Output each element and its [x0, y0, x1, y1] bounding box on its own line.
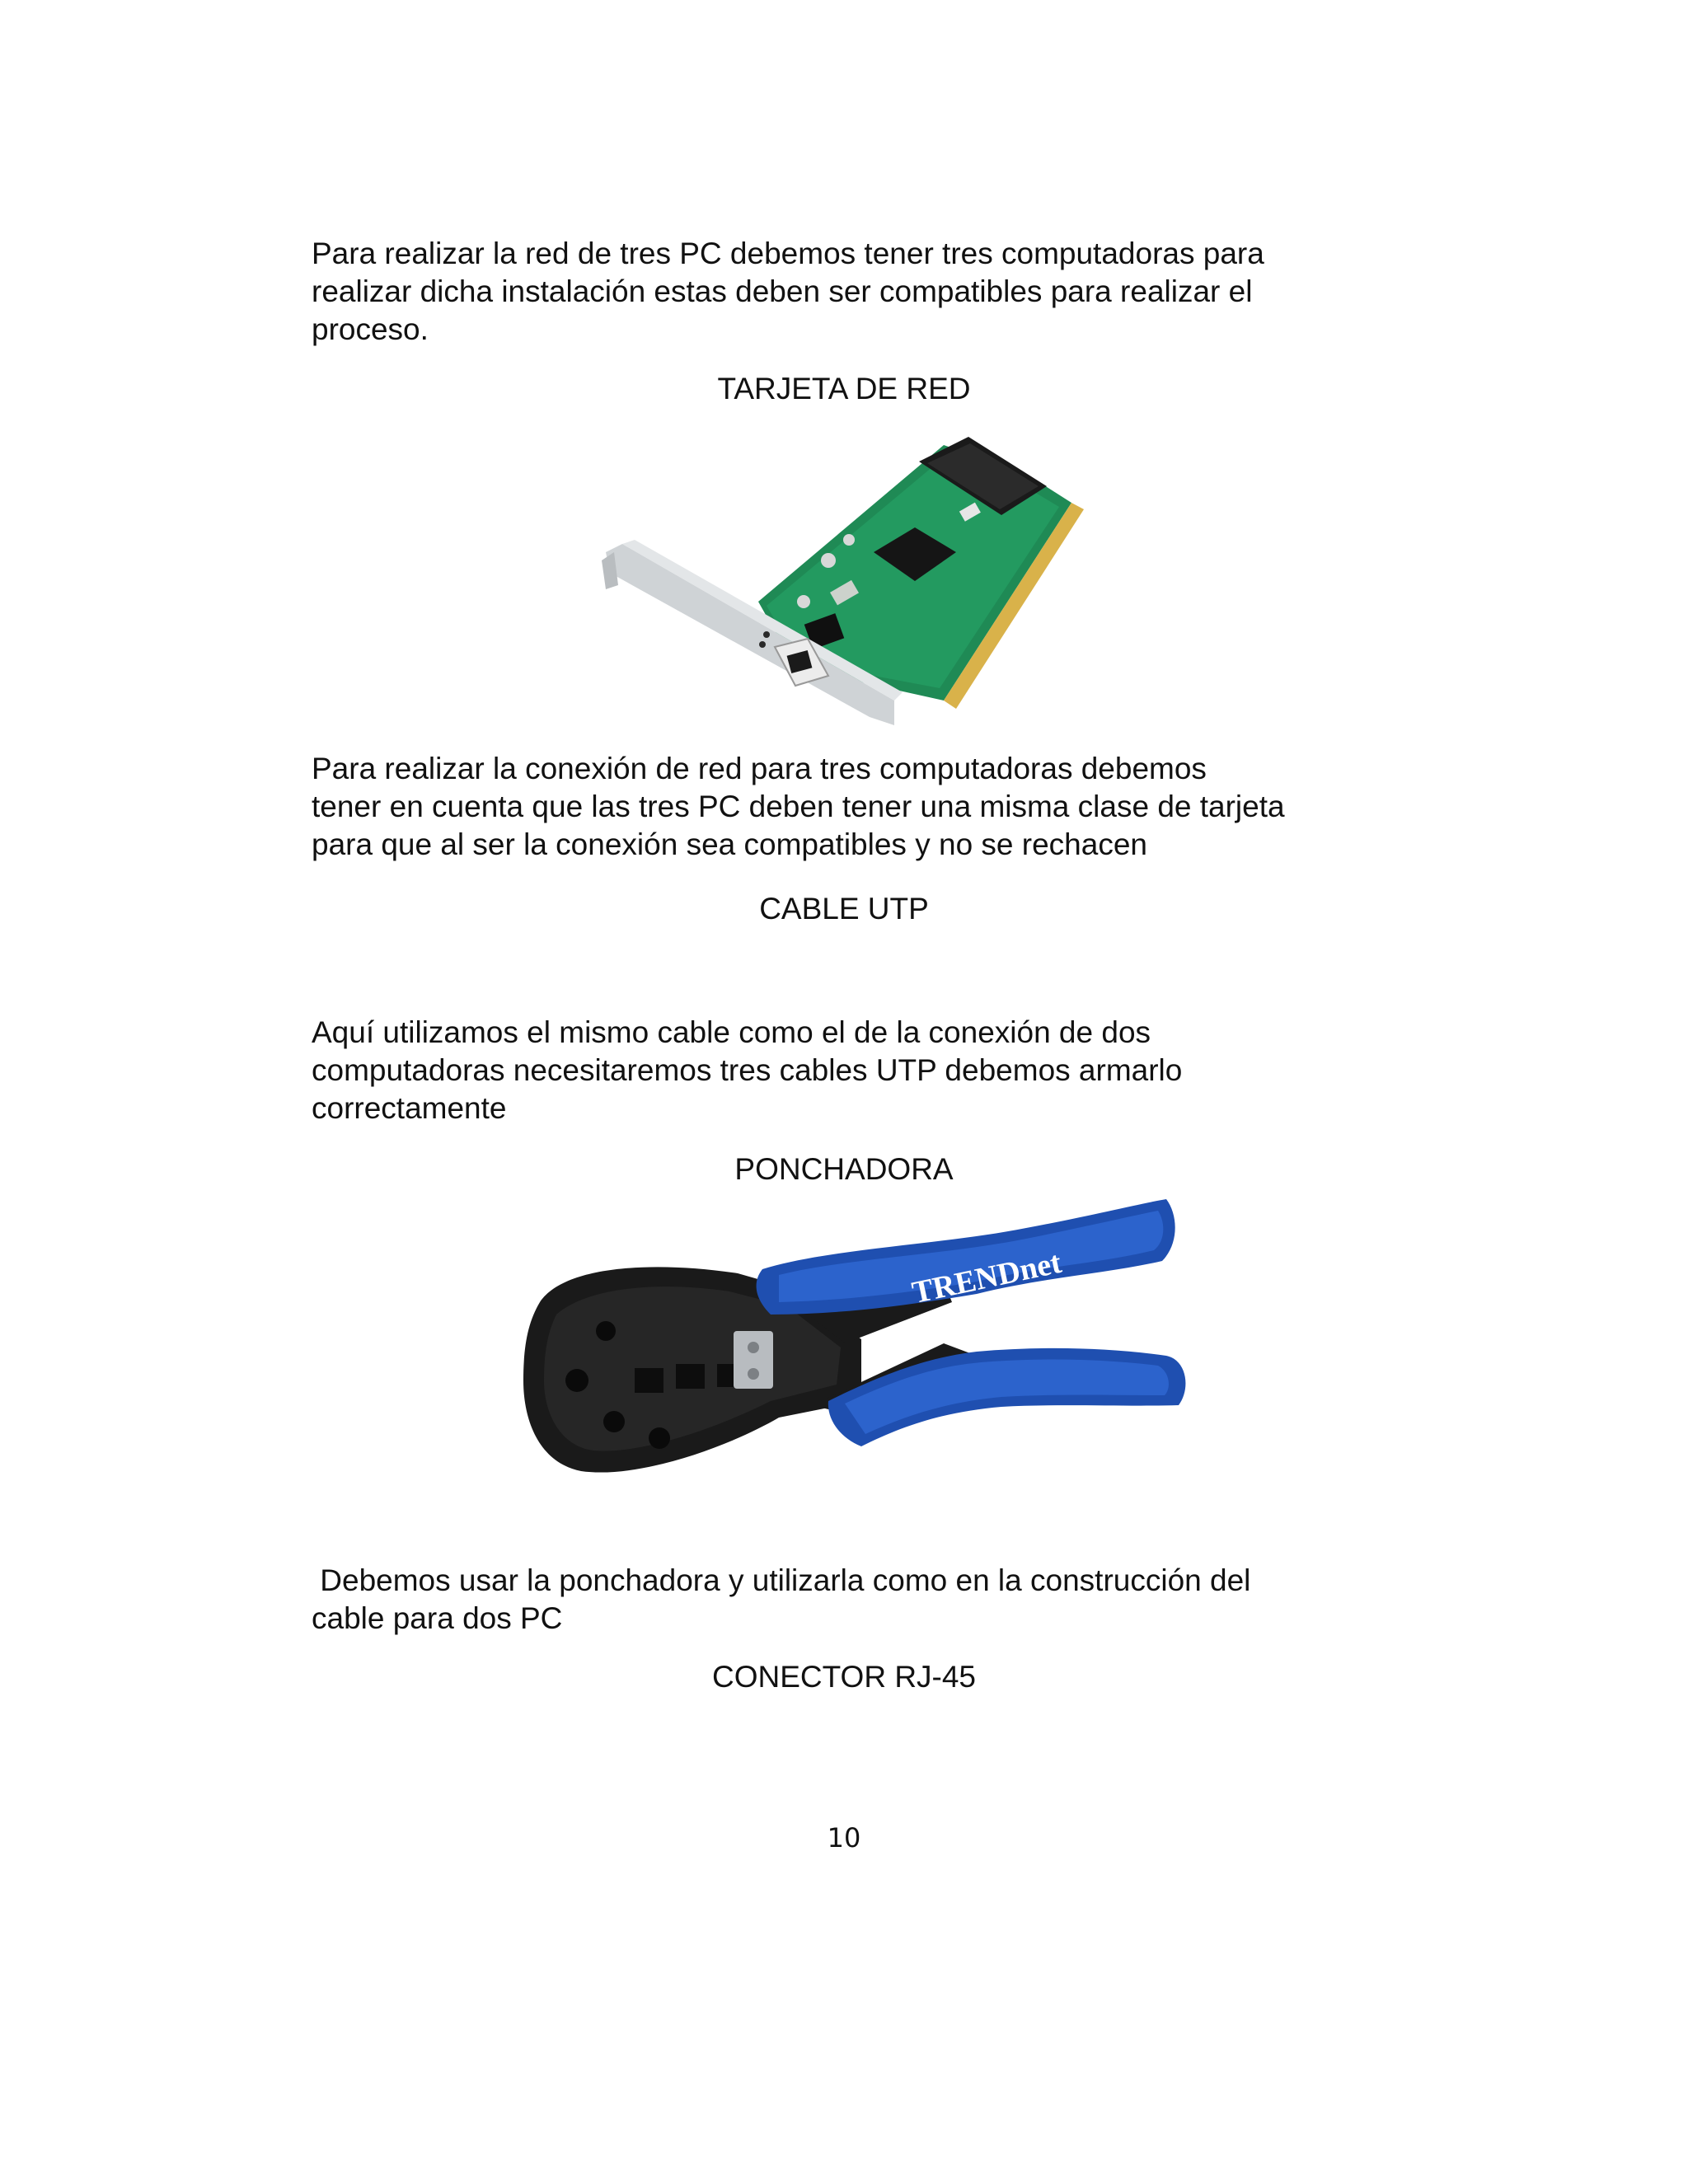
cable-line-1: Aquí utilizamos el mismo cable como el de la conexión de dos	[312, 1015, 1151, 1049]
crimper-brand-text: TRENDnet	[909, 1244, 1065, 1311]
cable-line-2: computadoras necesitaremos tres cables UTP debemos armarlo	[312, 1053, 1183, 1087]
heading-cable-utp: CABLE UTP	[759, 892, 929, 926]
ponchadora-paragraph	[312, 1562, 1383, 1638]
tarjeta-paragraph	[312, 750, 1383, 864]
ponchadora-line-1: Debemos usar la ponchadora y utilizarla como en la construcción del	[312, 1563, 1251, 1597]
intro-paragraph	[312, 235, 1383, 349]
intro-line-1: Para realizar la red de tres PC debemos tener tres computadoras para	[312, 237, 1264, 270]
crimper-blade	[734, 1331, 773, 1389]
intro-line-3: proceso.	[312, 312, 429, 346]
crimper-tool-image	[515, 1199, 1191, 1516]
intro-line-2: realizar dicha instalación estas deben ser compatibles para realizar el	[312, 274, 1253, 308]
tarjeta-line-2: tener en cuenta que las tres PC deben tener una misma clase de tarjeta	[312, 790, 1285, 823]
cable-paragraph	[312, 1014, 1383, 1127]
tarjeta-line-3: para que al ser la conexión sea compatibles y no se rechacen	[312, 827, 1147, 861]
heading-ponchadora: PONCHADORA	[734, 1152, 954, 1186]
tarjeta-line-1: Para realizar la conexión de red para tres computadoras debemos	[312, 752, 1207, 785]
ponchadora-line-2: cable para dos PC	[312, 1601, 563, 1635]
cable-line-3: correctamente	[312, 1091, 507, 1125]
heading-conector-rj45: CONECTOR RJ-45	[711, 1660, 977, 1694]
page-number: 10	[827, 1822, 861, 1854]
network-card-image	[598, 429, 1084, 733]
heading-tarjeta-de-red: TARJETA DE RED	[717, 372, 971, 405]
